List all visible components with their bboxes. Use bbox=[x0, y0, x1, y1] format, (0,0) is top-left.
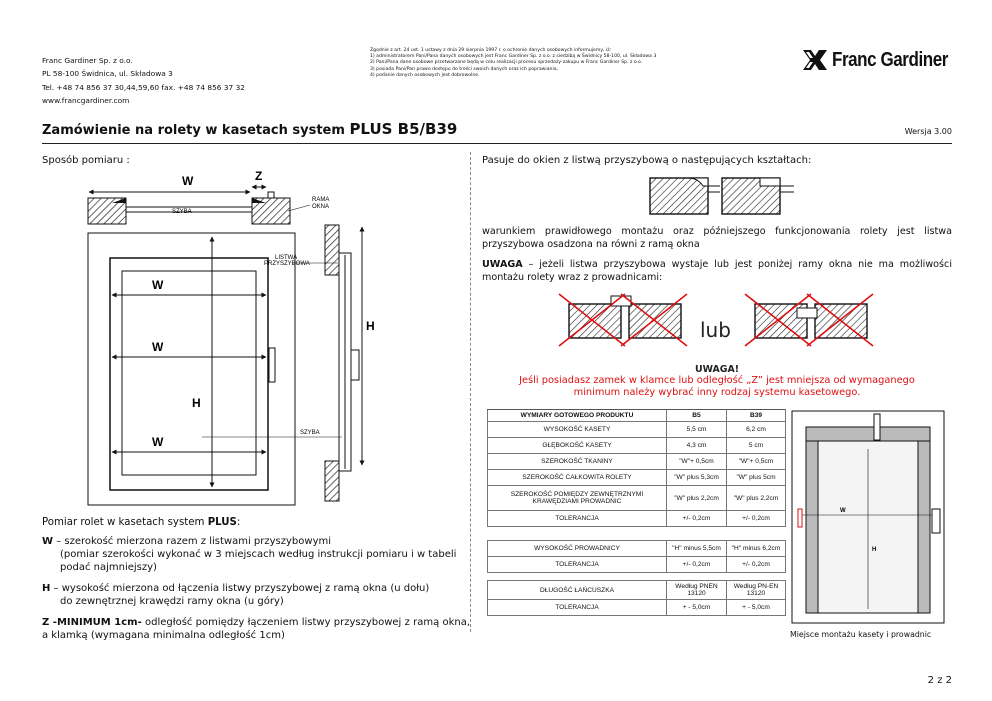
z-definition bbox=[42, 616, 470, 642]
table-cell: "H" minus 6,2cm bbox=[727, 541, 786, 557]
title-system: PLUS B5/B39 bbox=[349, 120, 458, 138]
guide-height-table bbox=[487, 540, 786, 573]
gdpr-line: 4) podanie danych osobowych jest dobrowolne. bbox=[370, 72, 480, 78]
wrong-bead-protruding bbox=[559, 294, 687, 346]
logo-text: Franc Gardiner bbox=[832, 48, 948, 71]
listwa-label-2: PRZYSZYBOWA bbox=[264, 261, 310, 267]
table-cell: WYSOKOŚĆ KASETY bbox=[488, 422, 667, 438]
side-handle-icon bbox=[351, 350, 359, 380]
version-label: Wersja 3.00 bbox=[904, 127, 952, 136]
table-header: WYMIARY GOTOWEGO PRODUKTU bbox=[488, 410, 667, 422]
mounting-condition-text: warunkiem prawidłowego montażu oraz późniejszego funkcjonowania rolety jest listwa przyszybowa osadzona na równi z ramą okna bbox=[482, 226, 952, 250]
table-cell: + - 5,0cm bbox=[727, 600, 786, 616]
z-key: Z -MINIMUM 1cm- bbox=[42, 617, 142, 628]
table-cell: DŁUGOŚĆ ŁAŃCUSZKA bbox=[488, 581, 667, 600]
w-label-top: W bbox=[182, 174, 194, 188]
rama-label-1: RAMA bbox=[312, 197, 330, 203]
title-divider bbox=[42, 143, 952, 144]
table-cell: WYSOKOŚĆ PROWADNICY bbox=[488, 541, 667, 557]
side-frame-top bbox=[325, 225, 339, 275]
pomiar-suffix: : bbox=[236, 517, 241, 528]
product-dimensions-table bbox=[487, 409, 786, 527]
table-cell: "W" plus 5,3cm bbox=[667, 470, 727, 486]
side-frame-bottom bbox=[325, 461, 339, 501]
bead-shapes-diagram bbox=[648, 172, 798, 220]
table-cell: 5,5 cm bbox=[667, 422, 727, 438]
chain-length-table bbox=[487, 580, 786, 616]
pomiar-system: PLUS bbox=[207, 517, 237, 528]
glass-pane bbox=[122, 271, 256, 475]
table-cell: TOLERANCJA bbox=[488, 557, 667, 573]
table-row bbox=[488, 600, 786, 616]
w-label-2: W bbox=[152, 340, 164, 354]
h-label-side: H bbox=[366, 319, 375, 333]
h-line1: – wysokość mierzona od łączenia listwy przyszybowej z ramą okna (u dołu) bbox=[50, 583, 430, 594]
window-handle-icon bbox=[269, 348, 275, 382]
company-website: www.francgardiner.com bbox=[42, 96, 130, 106]
glazing-bead bbox=[110, 258, 268, 490]
table-cell: "W" plus 2,2cm bbox=[727, 486, 786, 511]
table-header: B5 bbox=[667, 410, 727, 422]
w-definition bbox=[42, 535, 470, 574]
gdpr-line: 2) Pani/Pana dane osobowe przetwarzane będą w celu realizacji procesu sprzedaży-zakupu w Franc Gardiner Sp. z o.o. bbox=[370, 60, 643, 66]
table-cell: +/- 0,2cm bbox=[727, 557, 786, 573]
gdpr-line: 1) administratorem Pani/Pana danych osobowych jest Franc Gardiner Sp. z o.o. z siedzibą w Świdnicy 58-100, ul. Składowa 3 bbox=[370, 54, 657, 60]
z-text: odległość pomiędzy łączeniem listwy przyszybowej z ramą okna, a klamką (wymagana minimalna odległość 1cm) bbox=[42, 617, 470, 641]
w-line2: (pomiar szerokości wykonać w 3 miejscach według instrukcji pomiaru i w tabeli podać najmniejszy) bbox=[60, 549, 457, 573]
uwaga-rest: – jeżeli listwa przyszybowa wystaje lub jest poniżej ramy okna nie ma możliwości montażu rolety wraz z prowadnicami: bbox=[482, 259, 952, 283]
window-frame bbox=[88, 233, 298, 505]
gdpr-line: Zgodnie z art. 24 ust. 1 ustawy z dnia 29 sierpnia 1997 r. o ochronie danych osobowych informujemy, iż: bbox=[370, 48, 612, 53]
rama-label-2: OKNA bbox=[312, 204, 330, 210]
h-line2: do zewnętrznej krawędzi ramy okna (u góry) bbox=[60, 596, 284, 607]
table-cell: Według PN-EN 13120 bbox=[727, 581, 786, 600]
table-header-row bbox=[488, 410, 786, 422]
w-key: W bbox=[42, 536, 54, 547]
mount-h-label: H bbox=[872, 547, 877, 553]
company-address: PL 58-100 Świdnica, ul. Składowa 3 bbox=[42, 69, 173, 79]
table-cell: "W"+ 0,5cm bbox=[727, 454, 786, 470]
table-cell: +/- 0,2cm bbox=[667, 557, 727, 573]
table-cell: "W" plus 2,2cm bbox=[667, 486, 727, 511]
table-cell: SZEROKOŚĆ TKANINY bbox=[488, 454, 667, 470]
table-cell: 5 cm bbox=[727, 438, 786, 454]
table-cell: "H" minus 5,5cm bbox=[667, 541, 727, 557]
lub-label: lub bbox=[700, 318, 731, 342]
table-row bbox=[488, 438, 786, 454]
table-row bbox=[488, 486, 786, 511]
szyba-label-side: SZYBA bbox=[300, 430, 320, 436]
warning-text bbox=[482, 375, 952, 399]
logo bbox=[802, 45, 968, 75]
handle-section-icon bbox=[268, 192, 274, 198]
uwaga-key: UWAGA bbox=[482, 259, 523, 270]
table-cell: SZEROKOŚĆ CAŁKOWITA ROLETY bbox=[488, 470, 667, 486]
table-row bbox=[488, 422, 786, 438]
table-row bbox=[488, 557, 786, 573]
table-cell: SZEROKOŚĆ POMIĘDZY ZEWNĘTRZNYMI KRAWĘDZIAMI PROWADNIC bbox=[488, 486, 667, 511]
mount-w-label: W bbox=[840, 508, 846, 514]
franc-gardiner-logo-icon bbox=[802, 47, 828, 73]
table-cell: TOLERANCJA bbox=[488, 600, 667, 616]
mounting-diagram bbox=[790, 409, 950, 627]
w-label-1: W bbox=[152, 278, 164, 292]
cassette-bracket-icon bbox=[874, 414, 880, 440]
bead-shape-1 bbox=[650, 178, 708, 214]
warning-title: UWAGA! bbox=[694, 364, 739, 375]
uwaga-text bbox=[482, 258, 952, 284]
table-cell: Według PNEN 13120 bbox=[667, 581, 727, 600]
table-row bbox=[488, 470, 786, 486]
table-row bbox=[488, 541, 786, 557]
wrong-bead-recessed bbox=[745, 294, 873, 346]
table-row bbox=[488, 511, 786, 527]
pomiar-prefix: Pomiar rolet w kasetach system bbox=[42, 517, 208, 528]
warning-line-2: minimum należy wybrać inny rodzaj systemu kasetowego. bbox=[573, 387, 861, 398]
table-cell: 6,2 cm bbox=[727, 422, 786, 438]
w-line1: – szerokość mierzona razem z listwami przyszybowymi bbox=[53, 536, 332, 547]
table-cell: +/- 0,2cm bbox=[727, 511, 786, 527]
right-guide-rail bbox=[918, 441, 930, 613]
h-definition bbox=[42, 582, 470, 608]
table-cell: + - 5,0cm bbox=[667, 600, 727, 616]
page-number: 2 z 2 bbox=[927, 675, 952, 686]
w-label-3: W bbox=[152, 435, 164, 449]
szyba-label-top: SZYBA bbox=[172, 209, 192, 215]
table-header: B39 bbox=[727, 410, 786, 422]
table-row bbox=[488, 454, 786, 470]
page-title bbox=[42, 120, 457, 138]
measurement-diagram bbox=[42, 165, 470, 510]
h-label-front: H bbox=[192, 396, 201, 410]
table-cell: +/- 0,2cm bbox=[667, 511, 727, 527]
listwa-label-1: LISTWA bbox=[275, 255, 298, 261]
cassette-box bbox=[806, 427, 930, 441]
pomiar-title bbox=[42, 517, 240, 528]
table-row bbox=[488, 581, 786, 600]
mount-left-marker bbox=[798, 509, 802, 527]
z-label: Z bbox=[255, 169, 263, 183]
gdpr-line: 3) posiada Pani/Pan prawo dostępu do treści swoich danych oraz ich poprawiania, bbox=[370, 66, 558, 72]
table-cell: 4,3 cm bbox=[667, 438, 727, 454]
mount-handle-icon bbox=[932, 509, 940, 533]
title-prefix: Zamówienie na rolety w kasetach system bbox=[42, 123, 345, 138]
company-name: Franc Gardiner Sp. z o.o. bbox=[42, 56, 133, 65]
company-info bbox=[42, 54, 245, 108]
column-separator bbox=[470, 152, 471, 632]
table-cell: GŁĘBOKOŚĆ KASETY bbox=[488, 438, 667, 454]
warning-line-1: Jeśli posiadasz zamek w klamce lub odległość „Z” jest mniejsza od wymaganego bbox=[519, 375, 915, 386]
right-intro: Pasuje do okien z listwą przyszybową o następujących kształtach: bbox=[482, 155, 812, 166]
table-cell: "W"+ 0,5cm bbox=[667, 454, 727, 470]
mounting-caption: Miejsce montażu kasety i prowadnic bbox=[790, 630, 932, 639]
gdpr-notice bbox=[370, 48, 750, 79]
table-cell: "W" plus 5cm bbox=[727, 470, 786, 486]
company-phone: Tel. +48 74 856 37 30,44,59,60 fax. +48 74 856 37 32 bbox=[42, 82, 245, 92]
left-guide-rail bbox=[806, 441, 818, 613]
table-cell: TOLERANCJA bbox=[488, 511, 667, 527]
h-key: H bbox=[42, 583, 51, 594]
measure-section-title: Sposób pomiaru : bbox=[42, 155, 130, 166]
